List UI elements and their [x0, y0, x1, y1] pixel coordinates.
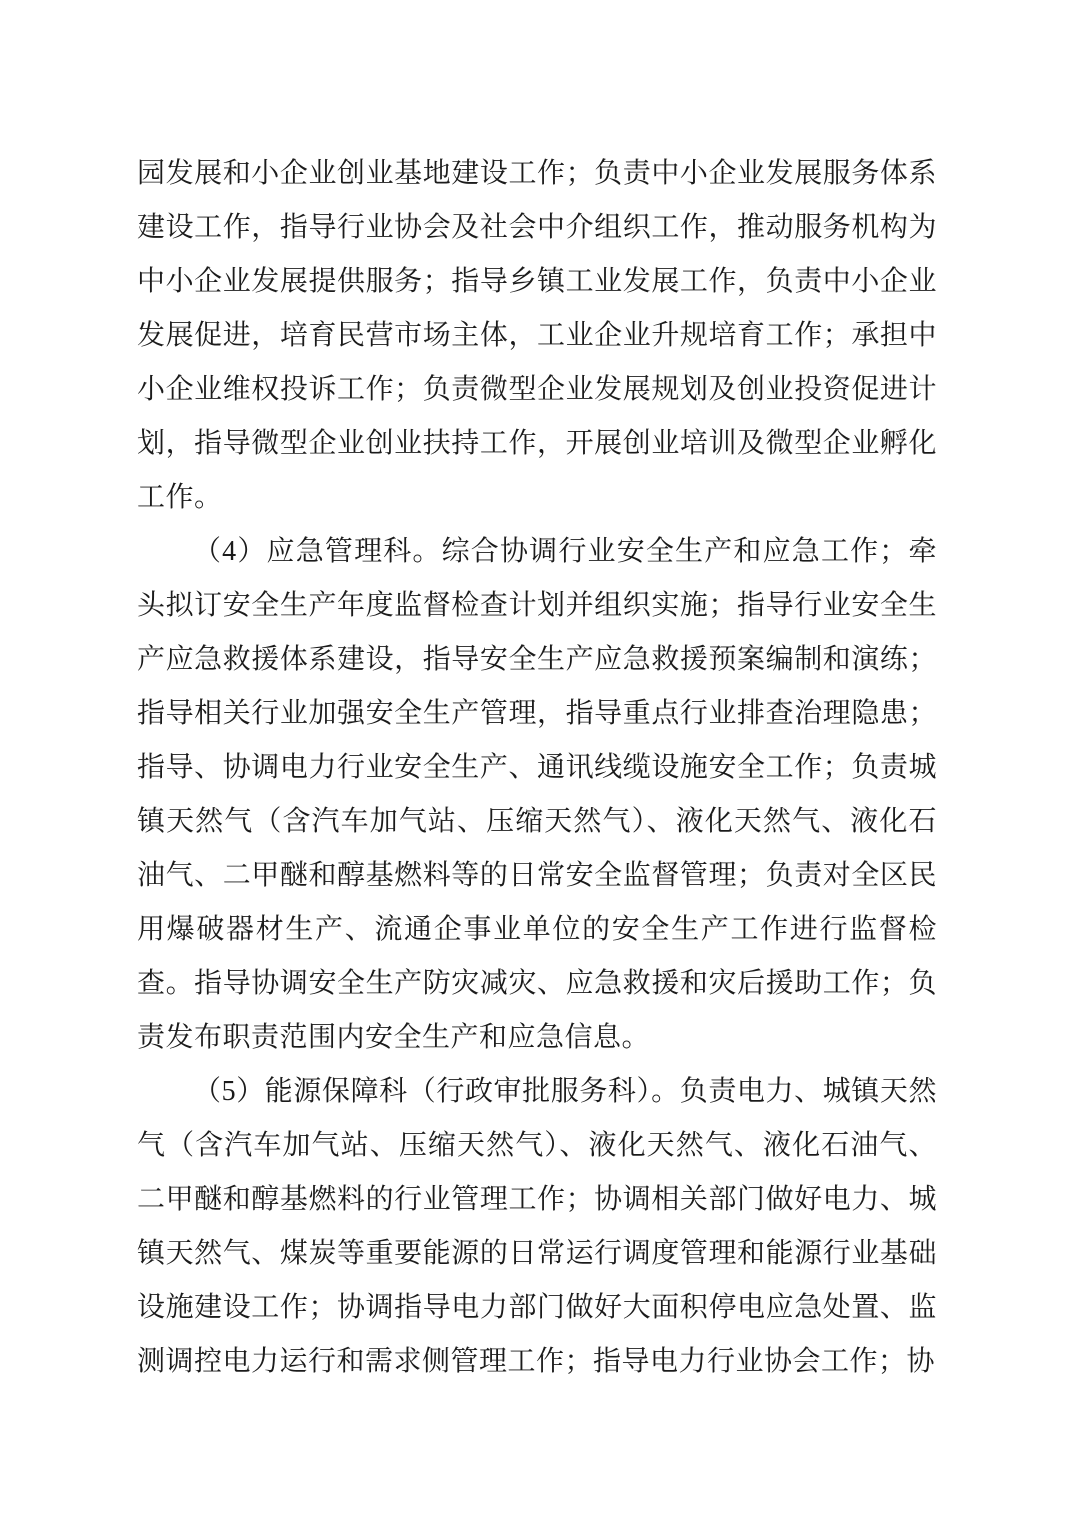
paragraph-section-4-emergency-management: （4）应急管理科。综合协调行业安全生产和应急工作；牵头拟订安全生产年度监督检查计划并组织实施；指导行业安全生产应急救援体系建设，指导安全生产应急救援预案编制和演练；指导相关行业加强安全生产管理，指导重点行业排查治理隐患；指导、协调电力行业安全生产、通讯线缆设施安全工作；负责城镇天然气（含汽车加气站、压缩天然气）、液化天然气、液化石油气、二甲醚和醇基燃料等的日常安全监督管理；负责对全区民用爆破器材生产、流通企事业单位的安全生产工作进行监督检查。指导协调安全生产防灾减灾、应急救援和灾后援助工作；负责发布职责范围内安全生产和应急信息。 — [137, 536, 937, 1053]
document-body — [137, 147, 937, 1389]
paragraph-continuation: 园发展和小企业创业基地建设工作；负责中小企业发展服务体系建设工作，指导行业协会及社会中介组织工作，推动服务机构为中小企业发展提供服务；指导乡镇工业发展工作，负责中小企业发展促进，培育民营市场主体，工业企业升规培育工作；承担中小企业维权投诉工作；负责微型企业发展规划及创业投资促进计划，指导微型企业创业扶持工作，开展创业培训及微型企业孵化工作。 — [137, 158, 937, 513]
paragraph-section-5-energy-support: （5）能源保障科（行政审批服务科）。负责电力、城镇天然气（含汽车加气站、压缩天然气）、液化天然气、液化石油气、二甲醚和醇基燃料的行业管理工作；协调相关部门做好电力、城镇天然气、煤炭等重要能源的日常运行调度管理和能源行业基础设施建设工作；协调指导电力部门做好大面积停电应急处置、监测调控电力运行和需求侧管理工作；指导电力行业协会工作；协 — [137, 1076, 937, 1377]
